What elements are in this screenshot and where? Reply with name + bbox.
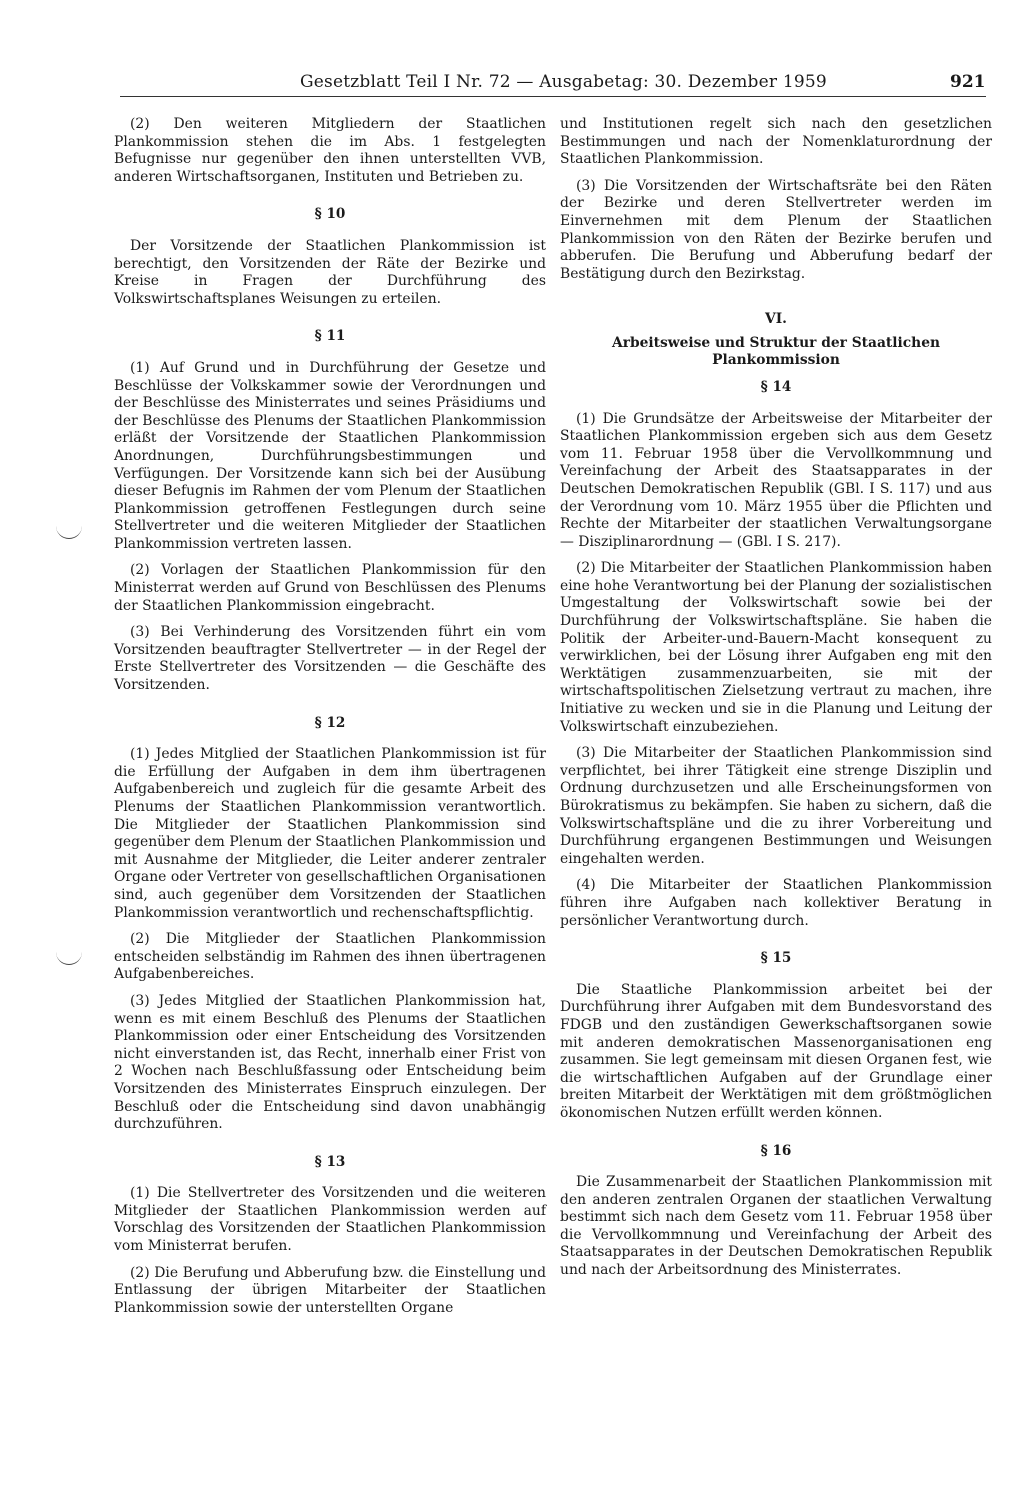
paragraph: (3) Die Vorsitzenden der Wirtschaftsräte bei den Räten der Bezirke und deren Stellvertreter werden im Einvernehmen mit dem Plenum der Staatlichen Plankommission von den Räten der Bezirke berufen und abberufen. Die Berufung und Abberufung bedarf der Bestätigung durch den Bezirkstag. [560, 177, 992, 282]
chapter-number: VI. [765, 311, 787, 328]
margin-pencil-mark [56, 526, 82, 539]
section-heading-13: § 13 [314, 1153, 346, 1170]
paragraph: Die Staatliche Plankommission arbeitet bei der Durchführung ihrer Aufgaben mit dem Bundesvorstand des FDGB und den zuständigen Gewerkschaftsorganen sowie mit anderen demokratischen Massenorganisationen eng zusammen. Sie legt gemeinsam mit diesen Organen fest, wie die wirtschaftlichen Aufgaben auf der Grundlage einer breiten Mitarbeit der Werktätigen mit dem größtmöglichen ökonomischen Nutzen erfüllt werden können. [560, 981, 992, 1121]
page-number: 921 [950, 72, 986, 92]
section-heading-15: § 15 [760, 950, 792, 967]
paragraph: (2) Vorlagen der Staatlichen Plankommission für den Ministerrat werden auf Grund von Beschlüssen des Plenums der Staatlichen Plankommission eingebracht. [114, 562, 546, 614]
paragraph: Der Vorsitzende der Staatlichen Plankommission ist berechtigt, den Vorsitzenden der Räte der Bezirke und Kreise in Fragen der Durchführung des Volkswirtschaftsplanes Weisungen zu erteilen. [114, 237, 546, 307]
paragraph: (2) Die Mitarbeiter der Staatlichen Plankommission haben eine hohe Verantwortung bei der Planung der sozialistischen Umgestaltung der Volkswirtschaft sowie bei der Durchführung der Volkswirtschaftspläne. Sie haben die Politik der Arbeiter-und-Bauern-Macht konsequent zu verwirklichen, bei der Lösung ihrer Aufgaben eng mit den Werktätigen zusammenzuarbeiten, sie mit der wirtschaftspolitischen Zielsetzung vertraut zu machen, ihre Initiative zu wecken und sie in die Planung und Leitung der Volkswirtschaft einzubeziehen. [560, 560, 992, 735]
right-column [560, 116, 992, 1289]
paragraph: (1) Jedes Mitglied der Staatlichen Plankommission ist für die Erfüllung der Aufgaben in dem ihm übertragenen Aufgabenbereich und zugleich für die gesamte Arbeit des Plenums der Staatlichen Plankommission verantwortlich. Die Mitglieder der Staatlichen Plankommission sind gegenüber dem Plenum der Staatlichen Plankommission und mit Ausnahme der Mitglieder, die Leiter anderer zentraler Organe oder Vertreter von gesellschaftlichen Organisationen sind, auch gegenüber dem Vorsitzenden der Staatlichen Plankommission verantwortlich und rechenschaftspflichtig. [114, 746, 546, 921]
paragraph: (1) Die Grundsätze der Arbeitsweise der Mitarbeiter der Staatlichen Plankommission ergeben sich aus dem Gesetz vom 11. Februar 1958 über die Vervollkommnung und Vereinfachung der Arbeit des Staatsapparates in der Deutschen Demokratischen Republik (GBl. I S. 117) und aus der Verordnung vom 10. März 1955 über die Pflichten und Rechte der Mitarbeiter der staatlichen Verwaltungsorgane — Disziplinarordnung — (GBl. I S. 217). [560, 410, 992, 550]
page-header [0, 72, 1024, 96]
paragraph: (3) Die Mitarbeiter der Staatlichen Plankommission sind verpflichtet, bei ihrer Tätigkeit eine strenge Disziplin und Ordnung durchzusetzen und alle Erscheinungsformen von Bürokratismus zu bekämpfen. Sie haben zu sichern, daß die Volkswirtschaftspläne und die zu ihrer Vorbereitung und Durchführung ergangenen Bestimmungen und Weisungen eingehalten werden. [560, 745, 992, 867]
paragraph: (3) Jedes Mitglied der Staatlichen Plankommission hat, wenn es mit einem Beschluß des Plenums der Staatlichen Plankommission oder einer Entscheidung des Vorsitzenden nicht einverstanden ist, das Recht, innerhalb einer Frist von 2 Wochen nach Beschlußfassung oder Entscheidung beim Vorsitzenden des Ministerrates Einspruch einzulegen. Der Beschluß oder die Entscheidung sind davon unabhängig durchzuführen. [114, 992, 546, 1133]
section-heading-14: § 14 [760, 378, 792, 395]
paragraph: (2) Die Berufung und Abberufung bzw. die Einstellung und Entlassung der übrigen Mitarbeiter der Staatlichen Plankommission sowie der unterstellten Organe [114, 1264, 546, 1316]
gazette-title: Gesetzblatt Teil I Nr. 72 — Ausgabetag: 30. Dezember 1959 [300, 72, 827, 92]
section-heading-10: § 10 [314, 206, 346, 223]
paragraph: (2) Den weiteren Mitgliedern der Staatlichen Plankommission stehen die im Abs. 1 festgelegten Befugnisse nur gegenüber den ihnen unterstellten VVB, anderen Wirtschaftsorganen, Instituten und Betrieben zu. [114, 116, 546, 185]
paragraph: (1) Auf Grund und in Durchführung der Gesetze und Beschlüsse der Volkskammer sowie der Verordnungen und der Beschlüsse des Ministerrates und seines Präsidiums und der Beschlüsse des Plenums der Staatlichen Plankommission erläßt der Vorsitzende der Staatlichen Plankommission Anordnungen, Durchführungsbestimmungen und Verfügungen. Der Vorsitzende kann sich bei der Ausübung dieser Befugnis im Rahmen der vom Plenum der Staatlichen Plankommission getroffenen Festlegungen durch seine Stellvertreter und die weiteren Mitglieder der Staatlichen Plankommission vertreten lassen. [114, 359, 546, 552]
paragraph: (1) Die Stellvertreter des Vorsitzenden und die weiteren Mitglieder der Staatlichen Plankommission werden auf Vorschlag des Vorsitzenden der Staatlichen Plankommission vom Ministerrat berufen. [114, 1185, 546, 1255]
margin-pencil-mark [56, 952, 82, 965]
paragraph-continuation: und Institutionen regelt sich nach den gesetzlichen Bestimmungen und nach der Nomenklaturordnung der Staatlichen Plankommission. [560, 116, 992, 168]
paragraph: (4) Die Mitarbeiter der Staatlichen Plankommission führen ihre Aufgaben nach kollektiver Beratung in persönlicher Verantwortung durch. [560, 877, 992, 929]
left-column [114, 116, 546, 1326]
section-heading-12: § 12 [314, 714, 346, 731]
paragraph: Die Zusammenarbeit der Staatlichen Plankommission mit den anderen zentralen Organen der staatlichen Verwaltung bestimmt sich nach dem Gesetz vom 11. Februar 1958 über die Vervollkommnung und Vereinfachung der Arbeit des Staatsapparates in der Deutschen Demokratischen Republik und nach der Arbeitsordnung des Ministerrates. [560, 1174, 992, 1279]
header-rule [120, 96, 986, 97]
paragraph: (3) Bei Verhinderung des Vorsitzenden führt ein vom Vorsitzenden beauftragter Stellvertreter — in der Regel der Erste Stellvertreter des Vorsitzenden — die Geschäfte des Vorsitzenden. [114, 624, 546, 694]
paragraph: (2) Die Mitglieder der Staatlichen Plankommission entscheiden selbständig im Rahmen des ihnen übertragenen Aufgabenbereiches. [114, 931, 546, 983]
section-heading-11: § 11 [314, 328, 346, 345]
section-heading-16: § 16 [760, 1142, 792, 1159]
chapter-title: Arbeitsweise und Struktur der Staatlichen Plankommission [611, 334, 941, 368]
